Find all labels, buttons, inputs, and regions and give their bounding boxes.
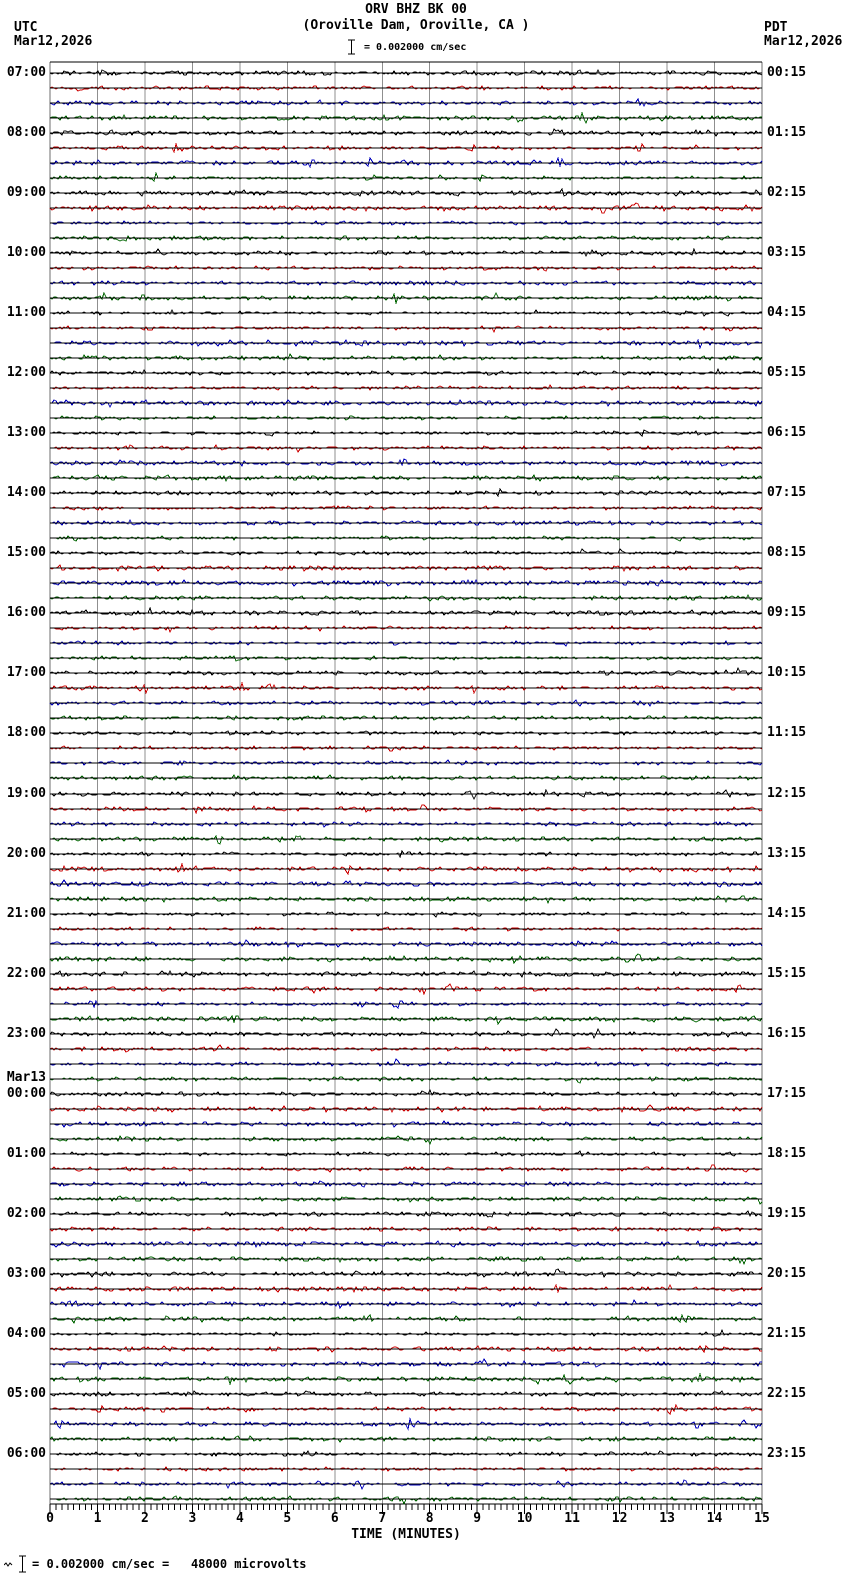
pdt-hour-label: 18:15 xyxy=(767,1146,807,1161)
pdt-hour-label: 04:15 xyxy=(767,304,807,320)
utc-date: Mar12,2026 xyxy=(14,34,93,49)
utc-hour-label: 17:00 xyxy=(6,665,46,681)
seismogram-trace-row xyxy=(50,626,762,632)
seismogram-trace-row xyxy=(50,1330,762,1336)
seismogram-trace-row xyxy=(50,608,762,616)
pdt-label: PDT xyxy=(764,20,788,35)
pdt-hour-label: 08:15 xyxy=(767,545,807,561)
utc-hour-label: 06:00 xyxy=(6,1446,46,1462)
seismogram-trace-row xyxy=(50,173,762,181)
utc-hour-label: 13:00 xyxy=(6,425,46,440)
axis-tick-label: 12 xyxy=(611,1511,628,1526)
seismogram-trace-row xyxy=(50,1077,762,1083)
pdt-hour-label: 11:15 xyxy=(767,725,807,741)
utc-hour-label: 15:00 xyxy=(6,545,46,561)
seismogram-trace-row xyxy=(50,836,762,844)
axis-tick-label: 5 xyxy=(283,1511,292,1526)
seismogram-trace-row xyxy=(50,369,762,375)
station-title: ORV BHZ BK 00 xyxy=(365,2,467,17)
pdt-hour-label: 13:15 xyxy=(767,845,807,861)
seismogram-trace-row xyxy=(50,549,762,555)
pdt-hour-label: 00:15 xyxy=(767,64,807,80)
seismogram-trace-row xyxy=(50,668,762,675)
footer-scale-text: = 0.002000 cm/sec = 48000 microvolts xyxy=(32,1557,307,1571)
utc-hour-label: 10:00 xyxy=(6,244,46,260)
utc-label: UTC xyxy=(14,20,38,35)
axis-tick-label: 9 xyxy=(473,1511,482,1526)
pdt-hour-label: 09:15 xyxy=(767,605,807,621)
axis-tick-label: 0 xyxy=(46,1511,54,1526)
axis-tick-label: 11 xyxy=(564,1511,580,1526)
pdt-hour-label: 07:15 xyxy=(767,485,807,501)
pdt-date: Mar12,2026 xyxy=(764,34,843,49)
pdt-hour-label: 17:15 xyxy=(767,1085,807,1101)
pdt-hour-label: 14:15 xyxy=(767,905,807,921)
scale-value-text: = 0.002000 cm/sec xyxy=(364,41,467,53)
utc-hour-label: 03:00 xyxy=(6,1266,46,1282)
axis-tick-label: 14 xyxy=(706,1511,723,1526)
seismogram-trace-row xyxy=(50,1136,762,1144)
seismogram-trace-row xyxy=(50,326,762,332)
utc-hour-label: 08:00 xyxy=(6,124,46,140)
pdt-hour-label: 02:15 xyxy=(767,184,807,200)
seismogram-trace-row xyxy=(50,1016,762,1024)
axis-tick-label: 15 xyxy=(754,1511,770,1526)
pdt-hour-label: 23:15 xyxy=(767,1446,807,1462)
pdt-hour-label: 06:15 xyxy=(767,425,807,440)
utc-hour-label: 05:00 xyxy=(6,1386,46,1402)
utc-hour-label: 20:00 xyxy=(6,845,46,861)
utc-hour-label: 22:00 xyxy=(6,965,46,981)
axis-tick-label: 1 xyxy=(93,1511,102,1526)
seismogram-trace-row xyxy=(50,1196,762,1204)
seismogram-trace-row xyxy=(50,340,762,348)
amplitude-scale-footer xyxy=(4,1554,307,1574)
pdt-hour-label: 10:15 xyxy=(767,665,807,681)
seismogram-trace-row xyxy=(50,1496,762,1504)
utc-hour-label: 07:00 xyxy=(6,64,46,80)
scale-wiggle-icon xyxy=(4,1561,13,1568)
pdt-hour-label: 03:15 xyxy=(767,244,807,260)
utc-hour-label: 19:00 xyxy=(6,785,46,801)
utc-hour-label: 00:00 xyxy=(6,1085,46,1101)
pdt-hour-label: 12:15 xyxy=(767,785,807,801)
axis-tick-label: 6 xyxy=(330,1511,339,1526)
utc-hour-label: 02:00 xyxy=(6,1206,46,1222)
pdt-hour-label: 21:15 xyxy=(767,1326,807,1342)
axis-tick-label: 7 xyxy=(378,1511,387,1526)
axis-tick-label: 2 xyxy=(140,1511,149,1526)
seismogram-trace-row xyxy=(50,1269,762,1277)
station-location: (Oroville Dam, Oroville, CA ) xyxy=(302,18,530,33)
x-axis-title: TIME (MINUTES) xyxy=(351,1527,461,1542)
axis-tick-label: 4 xyxy=(235,1511,244,1526)
pdt-hour-label: 05:15 xyxy=(767,364,807,380)
utc-hour-label: 11:00 xyxy=(6,304,46,320)
seismogram-trace-row xyxy=(50,354,762,360)
utc-hour-label: 01:00 xyxy=(6,1146,46,1161)
utc-hour-label: 12:00 xyxy=(6,364,46,380)
seismogram-trace-row xyxy=(50,1090,762,1096)
seismogram-trace-row xyxy=(50,1256,762,1264)
axis-tick-label: 10 xyxy=(516,1511,533,1526)
pdt-hour-label: 22:15 xyxy=(767,1386,807,1402)
day-break-label: Mar13 xyxy=(6,1069,46,1085)
utc-hour-label: 09:00 xyxy=(6,184,46,200)
scale-ibar-icon xyxy=(18,1555,27,1573)
pdt-hour-label: 01:15 xyxy=(767,124,807,140)
pdt-hour-label: 15:15 xyxy=(767,965,807,981)
utc-hour-label: 18:00 xyxy=(6,725,46,741)
axis-tick-label: 13 xyxy=(659,1511,675,1526)
seismogram-trace-row xyxy=(50,1059,762,1066)
pdt-hour-label: 16:15 xyxy=(767,1025,807,1041)
utc-hour-label: 23:00 xyxy=(6,1025,46,1041)
utc-hour-label: 14:00 xyxy=(6,485,46,501)
axis-tick-label: 3 xyxy=(188,1511,197,1526)
utc-hour-label: 21:00 xyxy=(6,905,46,921)
utc-hour-label: 16:00 xyxy=(6,605,46,621)
utc-hour-label: 04:00 xyxy=(6,1326,46,1342)
pdt-hour-label: 20:15 xyxy=(767,1266,807,1282)
axis-tick-label: 8 xyxy=(425,1511,434,1526)
pdt-hour-label: 19:15 xyxy=(767,1206,807,1222)
